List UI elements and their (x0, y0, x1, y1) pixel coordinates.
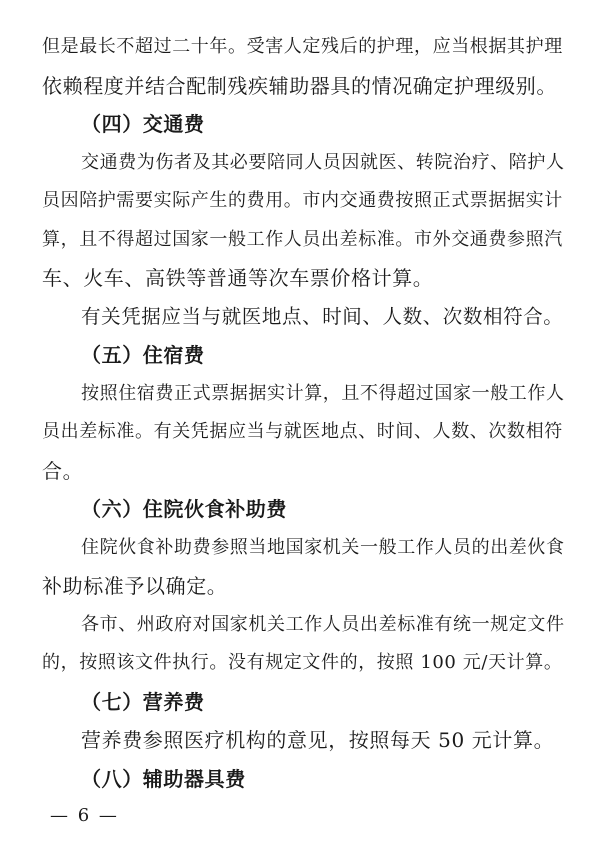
text-line-2: 依赖程度并结合配制残疾辅助器具的情况确定护理级别。 (42, 74, 557, 98)
text-line-14: 的，按照该文件执行。没有规定文件的，按照 100 元/天计算。 (42, 652, 563, 673)
text-line-3: 交通费为伤者及其必要陪同人员因就医、转院治疗、陪护人 (81, 152, 565, 173)
section-heading-4: （四）交通费 (81, 112, 205, 136)
text-line-11: 住院伙食补助费参照当地国家机关一般工作人员的出差伙食 (81, 537, 565, 558)
text-line-9: 员出差标准。有关凭据应当与就医地点、时间、人数、次数相符 (42, 421, 563, 442)
section-heading-6: （六）住院伙食补助费 (81, 497, 287, 521)
section-heading-7: （七）营养费 (81, 690, 205, 714)
text-line-10: 合。 (42, 459, 84, 483)
text-line-15: 营养费参照医疗机构的意见，按照每天 50 元计算。 (81, 728, 555, 752)
text-line-4: 员因陪护需要实际产生的费用。市内交通费按照正式票据据实计 (42, 190, 563, 211)
text-line-6: 车、火车、高铁等普通等次车票价格计算。 (42, 266, 434, 290)
page-number: — 6 — (50, 805, 119, 826)
text-line-5: 算，且不得超过国家一般工作人员出差标准。市外交通费参照汽 (42, 229, 563, 250)
text-line-8: 按照住宿费正式票据据实计算，且不得超过国家一般工作人 (81, 383, 565, 404)
text-line-12: 补助标准予以确定。 (42, 574, 228, 598)
section-heading-8: （八）辅助器具费 (81, 767, 246, 791)
text-line-7: 有关凭据应当与就医地点、时间、人数、次数相符合。 (81, 305, 564, 328)
section-heading-5: （五）住宿费 (81, 343, 205, 367)
text-line-1: 但是最长不超过二十年。受害人定残后的护理，应当根据其护理 (42, 36, 563, 57)
text-line-13: 各市、州政府对国家机关工作人员出差标准有统一规定文件 (81, 614, 565, 635)
